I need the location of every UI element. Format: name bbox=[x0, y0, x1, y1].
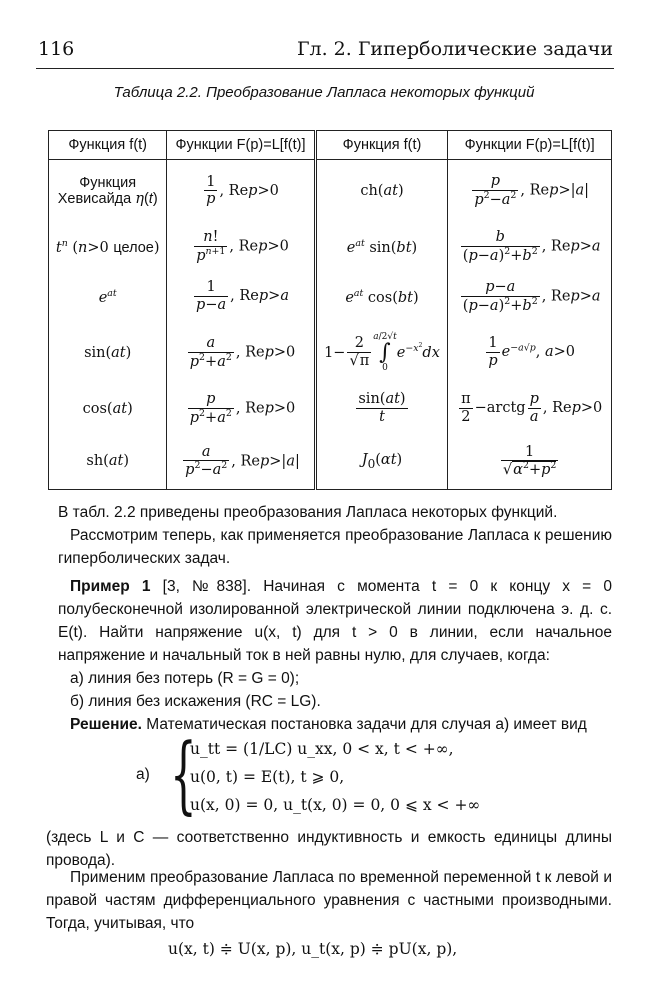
equation-3: u(x, 0) = 0, u_t(x, 0) = 0, 0 ⩽ x < +∞ bbox=[190, 796, 481, 814]
table-cell: $\frac{p}{p^2-a^2}$ , Rep>|a| bbox=[448, 160, 612, 222]
header-rule bbox=[36, 68, 614, 69]
table-cell: $\frac{p}{p^2+a^2}$ , Rep>0 bbox=[167, 384, 315, 434]
table-row bbox=[49, 434, 612, 490]
table-header: Функция f(t) bbox=[49, 131, 167, 160]
example-label: Пример 1 bbox=[70, 578, 151, 595]
table-cell: $\frac{a}{p^2+a^2}$ , Rep>0 bbox=[167, 322, 315, 384]
paragraph-4: Применим преобразование Лапласа по временной переменной t к левой и правой частям дифференциального уравнения с частными производными. Тогда, учитывая, что bbox=[46, 869, 612, 932]
solution-paragraph bbox=[70, 713, 612, 736]
table-cell: sh(at) bbox=[49, 434, 167, 490]
solution-text: Математическая постановка задачи для случая а) имеет вид bbox=[146, 716, 587, 733]
table-caption: Таблица 2.2. Преобразование Лапласа некоторых функций bbox=[113, 84, 535, 101]
table-cell: $\frac{1}{p-a}$ , Rep>a bbox=[167, 272, 315, 322]
table-cell: $\frac{n!}{p^{n+1}}$ , Rep>0 bbox=[167, 222, 315, 272]
equation-1: u_tt = (1/LC) u_xx, 0 < x, t < +∞, bbox=[190, 740, 454, 758]
table-cell: $\frac{b}{(p-a)^2+b^2}$ , Rep>a bbox=[448, 222, 612, 272]
example-ref: [3, №838]. bbox=[162, 578, 252, 595]
table-cell: 1− $\frac{2}{√\pi}$ a/2√t ∫ 0 $e^{-x^2}dx$ bbox=[315, 322, 448, 384]
table-header: Функция f(t) bbox=[315, 131, 448, 160]
table-cell: $\frac{1}{p}$ $e^{-a√p}$, a>0 bbox=[448, 322, 612, 384]
final-equation: u(x, t) ≑ U(x, p), u_t(x, p) ≑ pU(x, p), bbox=[168, 940, 458, 958]
table-cell: Функция Хевисайда η(t) bbox=[49, 160, 167, 222]
table-cell: sin(at) bbox=[49, 322, 167, 384]
example-text: Начиная с момента t = 0 к концу x = 0 полубесконечной изолированной электрической линии подключена э. д. с. E(t). Найти напряжение u(x, t) для t > 0 в линии, если начальное напряжение и начальный ток в ней равны нулю, для случаев, когда: bbox=[58, 578, 612, 664]
table-cell: $\frac{1}{p}$ , Rep>0 bbox=[167, 160, 315, 222]
case-a: а) линия без потерь (R = G = 0); bbox=[70, 670, 300, 687]
table-cell: $\frac{p-a}{(p-a)^2+b^2}$ , Rep>a bbox=[448, 272, 612, 322]
example-paragraph bbox=[58, 575, 612, 667]
table-header-row bbox=[49, 131, 612, 160]
chapter-title: Гл. 2. Гиперболические задачи bbox=[296, 38, 613, 60]
table-cell: cos(at) bbox=[49, 384, 167, 434]
table-cell: $e^{at}$ cos(bt) bbox=[315, 272, 448, 322]
table-cell: $t^n$ (n>0 целое) bbox=[49, 222, 167, 272]
table-cell: $e^{at}$ bbox=[49, 272, 167, 322]
table-cell: $\frac{a}{p^2-a^2}$ , Rep>|a| bbox=[167, 434, 315, 490]
case-b: б) линия без искажения (RC = LG). bbox=[70, 693, 321, 710]
system-brace: { bbox=[170, 725, 197, 823]
table-cell: ch(at) bbox=[315, 160, 448, 222]
table-cell: $J_0(\alpha t)$ bbox=[315, 434, 448, 490]
table-row bbox=[49, 322, 612, 384]
paragraph-2: Рассмотрим теперь, как применяется преобразование Лапласа к решению гиперболических задач. bbox=[58, 527, 612, 567]
table-header: Функции F(p)=L[f(t)] bbox=[167, 131, 315, 160]
table-header: Функции F(p)=L[f(t)] bbox=[448, 131, 612, 160]
table-cell: $e^{at}$ sin(bt) bbox=[315, 222, 448, 272]
table-row bbox=[49, 272, 612, 322]
table-cell: $\frac{\sin(at)}{t}$ bbox=[315, 384, 448, 434]
table-cell: $\frac{1}{√\alpha^2+p^2}$ bbox=[448, 434, 612, 490]
table-row bbox=[49, 160, 612, 222]
table-cell: $\frac{\pi}{2}$ −arctg $\frac{p}{a}$ , Rep>0 bbox=[448, 384, 612, 434]
solution-label: Решение. bbox=[70, 716, 142, 733]
system-label: а) bbox=[136, 766, 150, 783]
page-number: 116 bbox=[38, 38, 75, 60]
laplace-table bbox=[48, 130, 612, 490]
table-row bbox=[49, 384, 612, 434]
equation-2: u(0, t) = E(t), t ⩾ 0, bbox=[190, 768, 345, 786]
table-row bbox=[49, 222, 612, 272]
paragraph-1: В табл. 2.2 приведены преобразования Лапласа некоторых функций. bbox=[58, 504, 558, 521]
paragraph-3: (здесь L и C — соответственно индуктивность и емкость единицы длины провода). bbox=[46, 829, 612, 869]
